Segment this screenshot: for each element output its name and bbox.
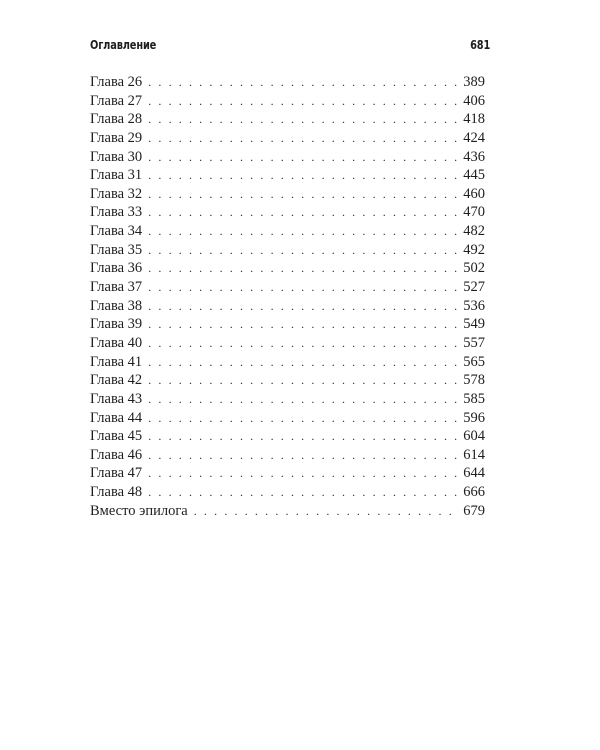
dot-leader — [148, 73, 459, 92]
toc-entry-page: 666 — [463, 484, 485, 501]
toc-entry-title: Глава 47 — [90, 465, 143, 482]
dot-leader — [148, 390, 459, 409]
toc-entry-page: 460 — [463, 185, 485, 202]
toc-entry-page: 644 — [463, 465, 485, 482]
dot-leader — [148, 203, 459, 222]
toc-entry — [90, 148, 485, 167]
toc-entry — [90, 502, 485, 521]
toc-entry — [90, 446, 485, 465]
toc-entry — [90, 427, 485, 446]
toc-entry — [90, 371, 485, 390]
dot-leader — [148, 278, 459, 297]
toc-entry-page: 604 — [463, 428, 485, 445]
dot-leader — [148, 483, 459, 502]
toc-entry — [90, 110, 485, 129]
toc-entry-page: 565 — [463, 353, 485, 370]
toc-entry — [90, 241, 485, 260]
toc-entry-title: Глава 35 — [90, 241, 143, 258]
dot-leader — [148, 464, 459, 483]
toc-entry-title: Глава 43 — [90, 390, 143, 407]
toc-entry-page: 557 — [463, 334, 485, 351]
dot-leader — [148, 427, 459, 446]
toc-entry-page: 536 — [463, 297, 485, 314]
toc-entry-page: 549 — [463, 316, 485, 333]
page-number: 681 — [470, 38, 491, 52]
table-of-contents — [90, 73, 485, 520]
toc-entry-title: Глава 41 — [90, 353, 143, 370]
toc-entry-title: Глава 31 — [90, 167, 143, 184]
toc-entry-page: 470 — [463, 204, 485, 221]
dot-leader — [148, 110, 459, 129]
dot-leader — [148, 222, 459, 241]
toc-entry-title: Глава 29 — [90, 129, 143, 146]
toc-entry-title: Глава 30 — [90, 148, 143, 165]
toc-entry-page: 585 — [463, 390, 485, 407]
toc-entry — [90, 92, 485, 111]
toc-entry — [90, 185, 485, 204]
toc-entry — [90, 483, 485, 502]
dot-leader — [148, 353, 459, 372]
toc-entry-title: Глава 46 — [90, 446, 143, 463]
toc-entry-page: 424 — [463, 129, 485, 146]
toc-entry — [90, 278, 485, 297]
toc-entry-title: Глава 39 — [90, 316, 143, 333]
dot-leader — [148, 185, 459, 204]
toc-entry-title: Глава 37 — [90, 279, 143, 296]
toc-entry-title: Глава 44 — [90, 409, 143, 426]
toc-entry-title: Глава 33 — [90, 204, 143, 221]
toc-entry-page: 389 — [463, 74, 485, 90]
toc-entry-page: 406 — [463, 92, 485, 109]
toc-entry-title: Глава 45 — [90, 428, 143, 445]
toc-entry-page: 679 — [463, 502, 485, 519]
toc-entry — [90, 390, 485, 409]
toc-entry — [90, 315, 485, 334]
toc-entry-page: 527 — [463, 279, 485, 296]
toc-entry-title: Глава 40 — [90, 334, 143, 351]
toc-entry — [90, 73, 485, 92]
running-header — [90, 38, 491, 58]
running-header-title: Оглавление — [90, 38, 157, 52]
toc-entry-title: Глава 32 — [90, 185, 143, 202]
toc-entry-page: 596 — [463, 409, 485, 426]
dot-leader — [148, 446, 459, 465]
toc-entry-title: Глава 36 — [90, 260, 143, 277]
toc-entry — [90, 166, 485, 185]
toc-entry-page: 578 — [463, 372, 485, 389]
toc-entry — [90, 464, 485, 483]
toc-entry-title: Вместо эпилога — [90, 502, 188, 519]
toc-entry — [90, 353, 485, 372]
toc-entry-title: Глава 28 — [90, 111, 143, 128]
dot-leader — [148, 315, 459, 334]
dot-leader — [148, 259, 459, 278]
toc-entry-page: 502 — [463, 260, 485, 277]
toc-entry — [90, 409, 485, 428]
dot-leader — [148, 334, 459, 353]
toc-entry — [90, 259, 485, 278]
dot-leader — [148, 371, 459, 390]
toc-entry-title: Глава 26 — [90, 74, 143, 90]
toc-entry-title: Глава 42 — [90, 372, 143, 389]
dot-leader — [148, 241, 459, 260]
dot-leader — [148, 92, 459, 111]
toc-entry-title: Глава 38 — [90, 297, 143, 314]
toc-entry-title: Глава 27 — [90, 92, 143, 109]
dot-leader — [194, 502, 460, 521]
dot-leader — [148, 148, 459, 167]
dot-leader — [148, 166, 459, 185]
toc-entry — [90, 222, 485, 241]
toc-entry-title: Глава 48 — [90, 484, 143, 501]
dot-leader — [148, 409, 459, 428]
toc-entry-page: 445 — [463, 167, 485, 184]
toc-entry-page: 482 — [463, 223, 485, 240]
toc-entry — [90, 334, 485, 353]
toc-entry-page: 418 — [463, 111, 485, 128]
toc-entry-page: 614 — [463, 446, 485, 463]
toc-entry — [90, 297, 485, 316]
toc-entry — [90, 129, 485, 148]
toc-entry — [90, 203, 485, 222]
toc-entry-page: 492 — [463, 241, 485, 258]
dot-leader — [148, 129, 459, 148]
toc-entry-title: Глава 34 — [90, 223, 143, 240]
dot-leader — [148, 297, 459, 316]
toc-entry-page: 436 — [463, 148, 485, 165]
